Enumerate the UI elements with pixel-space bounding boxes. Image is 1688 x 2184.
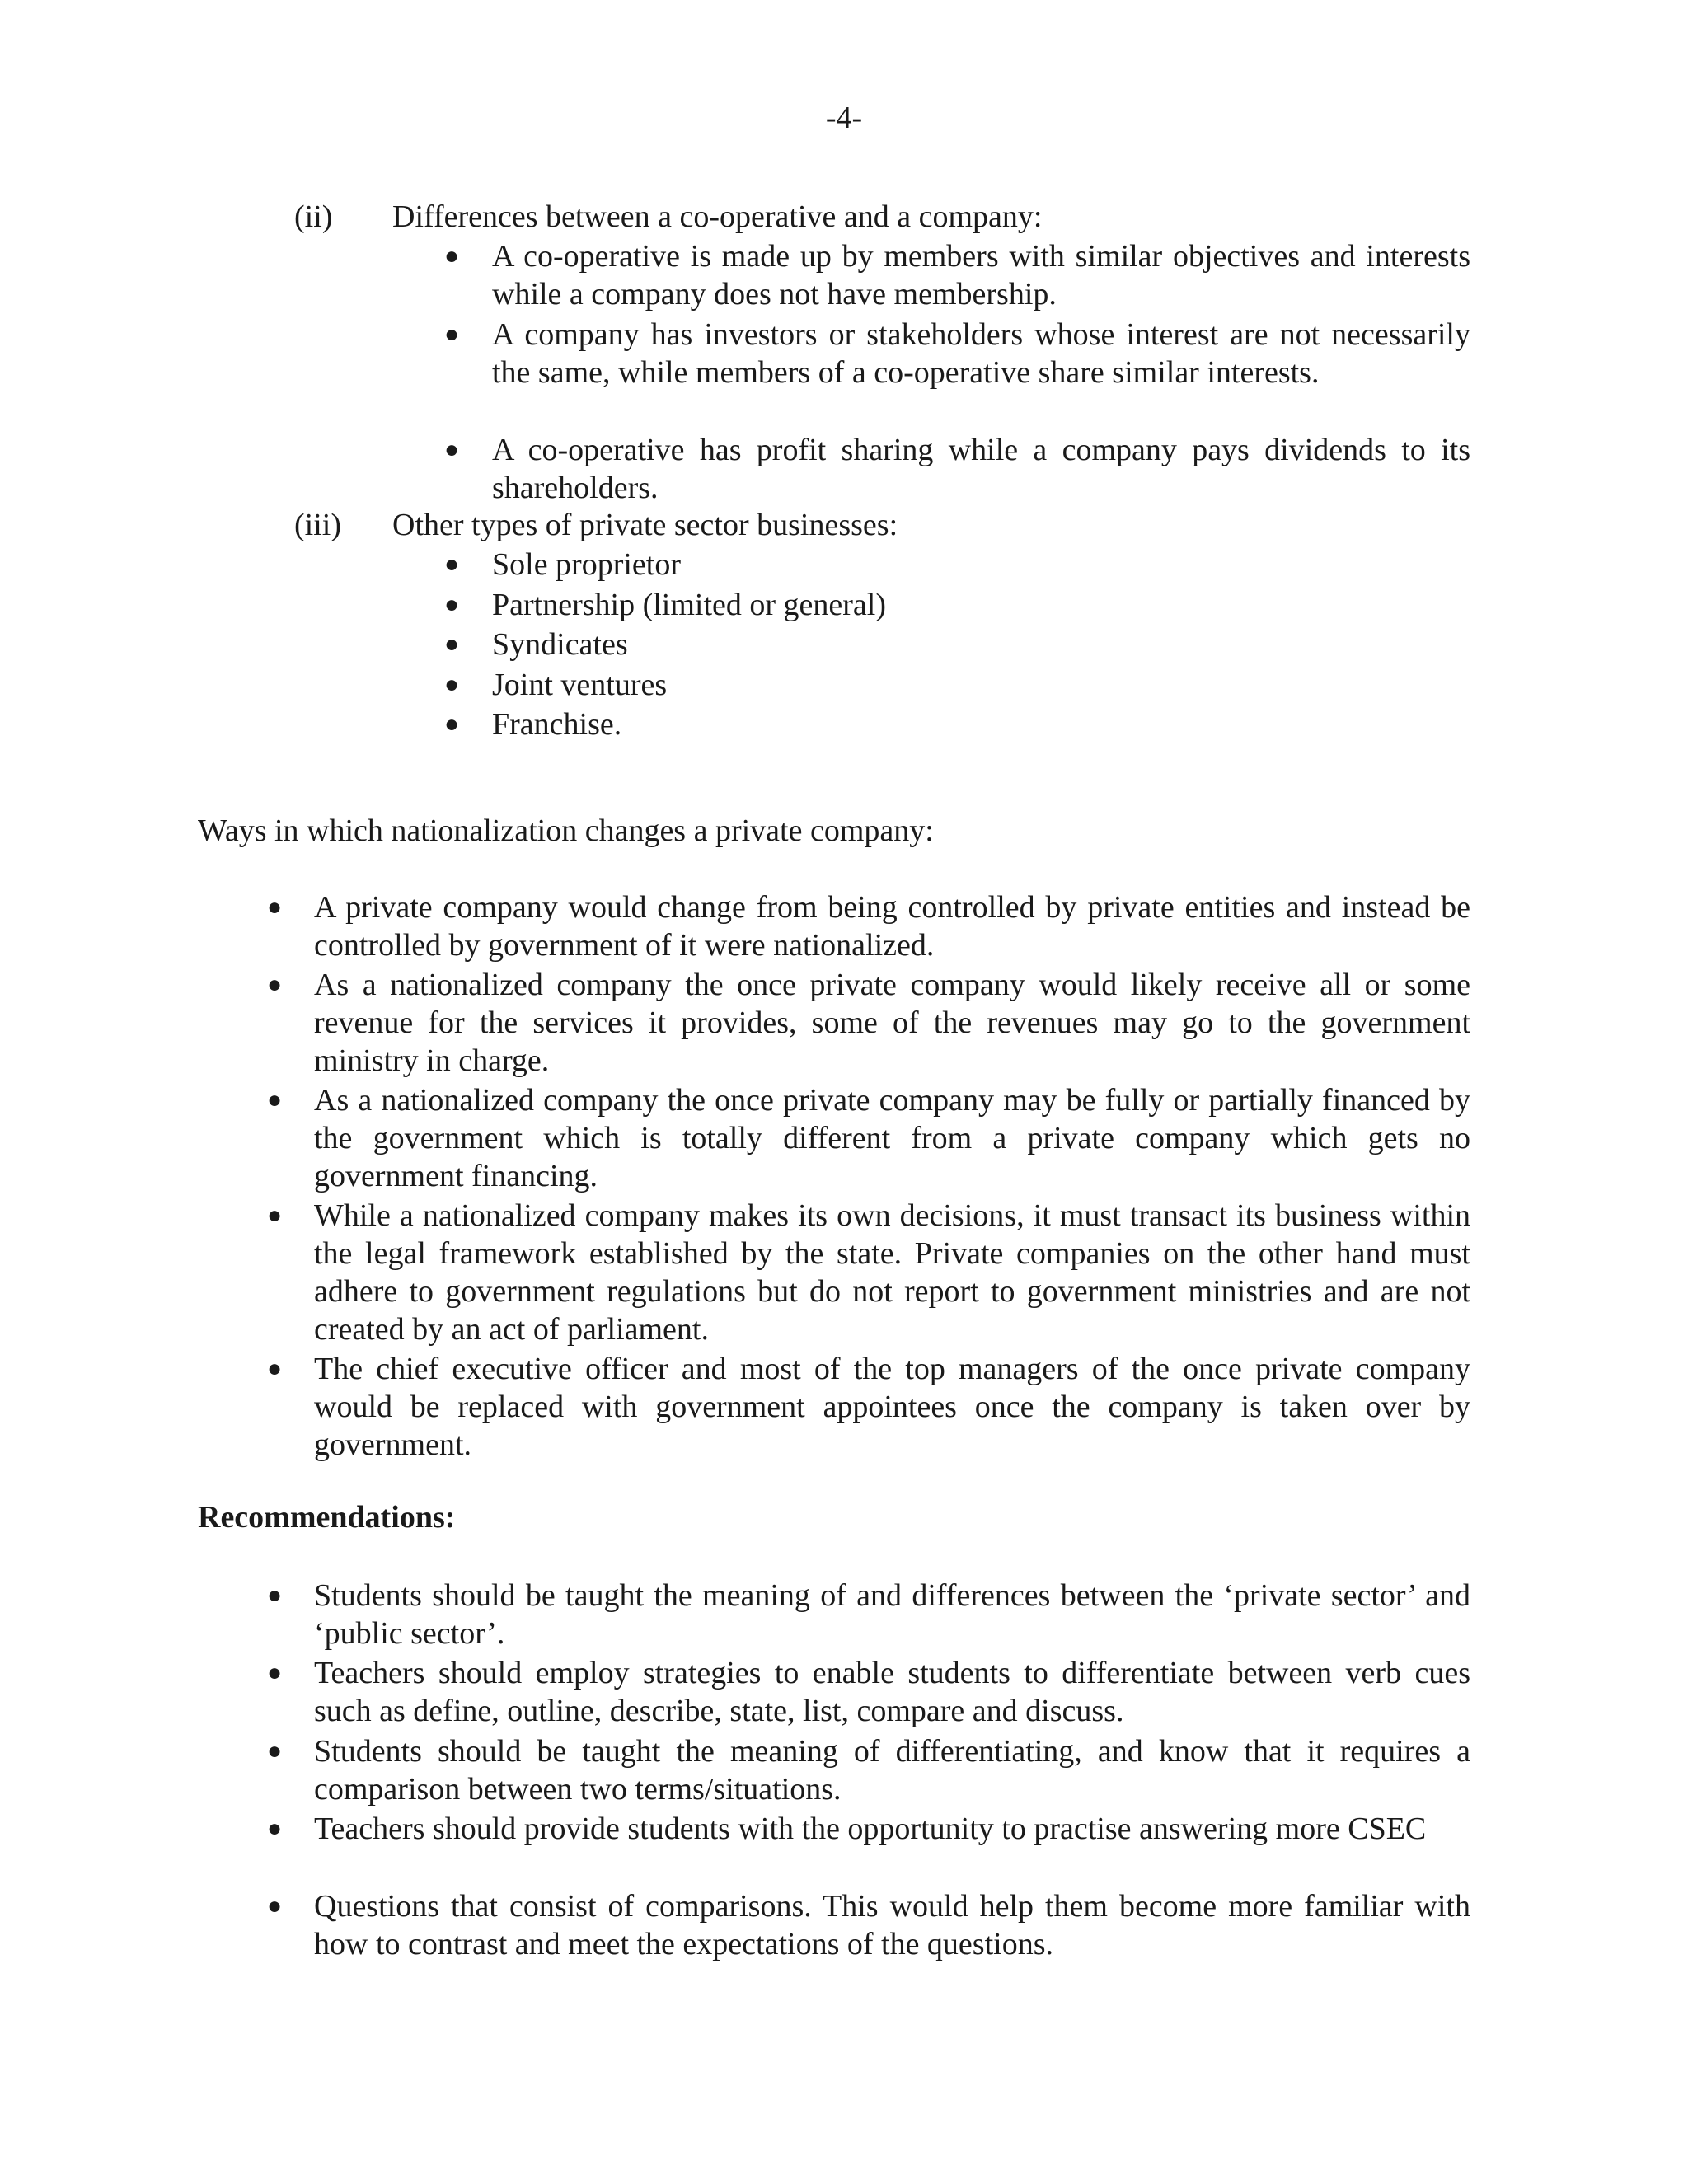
list-item xyxy=(267,1887,1470,1963)
list-item-text: As a nationalized company the once private company may be fully or partially financed by the government which is totally different from a private company which gets no government financing. xyxy=(314,1083,1470,1193)
bullet-icon: ● xyxy=(267,971,283,998)
co-op-vs-company-heading: Differences between a co-operative and a company: xyxy=(392,199,1043,234)
bullet-icon: ● xyxy=(267,1892,283,1919)
list-item xyxy=(267,888,1470,964)
list-item-text: Joint ventures xyxy=(492,668,668,702)
list-item-text: Sole proprietor xyxy=(492,547,682,582)
bullet-icon: ● xyxy=(267,1355,283,1382)
list-item xyxy=(444,237,1470,313)
list-item-text: As a nationalized company the once private company would likely receive all or some revenue for the services it provides, some of the revenues may go to the government ministry in charge. xyxy=(314,968,1470,1078)
list-item xyxy=(267,1197,1470,1348)
list-item xyxy=(444,666,668,704)
list-item-text: A private company would change from being controlled by private entities and instead be controlled by government of it were nationalized. xyxy=(314,890,1470,963)
list-item-text: Teachers should provide students with the opportunity to practise answering more CSEC xyxy=(314,1811,1427,1846)
list-item xyxy=(267,966,1470,1080)
list-item-text: A co-operative has profit sharing while a company pays dividends to its shareholders. xyxy=(492,433,1470,505)
bullet-icon: ● xyxy=(267,1202,283,1229)
list-item xyxy=(444,546,682,583)
bullet-icon: ● xyxy=(267,1737,283,1765)
list-item-text: Students should be taught the meaning of differentiating, and know that it requires a comparison between two terms/situations. xyxy=(314,1734,1470,1807)
list-item xyxy=(444,705,622,743)
list-item xyxy=(444,316,1470,391)
list-item xyxy=(267,1732,1470,1808)
list-item-text: Syndicates xyxy=(492,627,628,662)
list-item xyxy=(444,586,887,624)
bullet-icon: ● xyxy=(267,1582,283,1609)
page-number: -4- xyxy=(825,101,863,135)
section-label-ii: (ii) xyxy=(294,199,333,234)
bullet-icon: ● xyxy=(267,1086,283,1113)
bullet-icon: ● xyxy=(444,591,460,618)
bullet-icon: ● xyxy=(267,1815,283,1842)
list-item xyxy=(267,1654,1470,1730)
bullet-icon: ● xyxy=(267,893,283,921)
list-item-text: Partnership (limited or general) xyxy=(492,588,887,622)
list-item-text: The chief executive officer and most of the top managers of the once private company would be replaced with government appointees once the company is taken over by government. xyxy=(314,1352,1470,1462)
list-item xyxy=(267,1810,1470,1848)
bullet-icon: ● xyxy=(444,436,460,463)
list-item xyxy=(444,431,1470,507)
nationalization-intro: Ways in which nationalization changes a private company: xyxy=(198,813,934,848)
list-item-text: While a nationalized company makes its own decisions, it must transact its business within the legal framework established by the state. Private companies on the other hand must adhere to government regulations but do not report to government ministries and are not created by an act of parliament. xyxy=(314,1198,1470,1347)
private-sector-types-heading: Other types of private sector businesses: xyxy=(392,508,898,542)
bullet-icon: ● xyxy=(444,551,460,578)
list-item-text: A company has investors or stakeholders whose interest are not necessarily the same, while members of a co-operative share similar interests. xyxy=(492,317,1470,390)
section-label-iii: (iii) xyxy=(294,508,341,542)
bullet-icon: ● xyxy=(444,671,460,698)
list-item xyxy=(267,1350,1470,1464)
bullet-icon: ● xyxy=(267,1659,283,1686)
bullet-icon: ● xyxy=(444,710,460,738)
bullet-icon: ● xyxy=(444,321,460,348)
recommendations-heading: Recommendations: xyxy=(198,1500,456,1535)
list-item xyxy=(267,1081,1470,1195)
list-item-text: Questions that consist of comparisons. This would help them become more familiar with how to contrast and meet the expectations of the questions. xyxy=(314,1889,1470,1961)
list-item-text: A co-operative is made up by members with similar objectives and interests while a company does not have membership. xyxy=(492,239,1470,312)
list-item xyxy=(444,626,628,663)
list-item-text: Teachers should employ strategies to enable students to differentiate between verb cues such as define, outline, describe, state, list, compare and discuss. xyxy=(314,1656,1470,1728)
bullet-icon: ● xyxy=(444,630,460,658)
bullet-icon: ● xyxy=(444,242,460,269)
list-item xyxy=(267,1577,1470,1652)
list-item-text: Students should be taught the meaning of and differences between the ‘private sector’ and ‘public sector’. xyxy=(314,1578,1470,1651)
list-item-text: Franchise. xyxy=(492,707,622,742)
